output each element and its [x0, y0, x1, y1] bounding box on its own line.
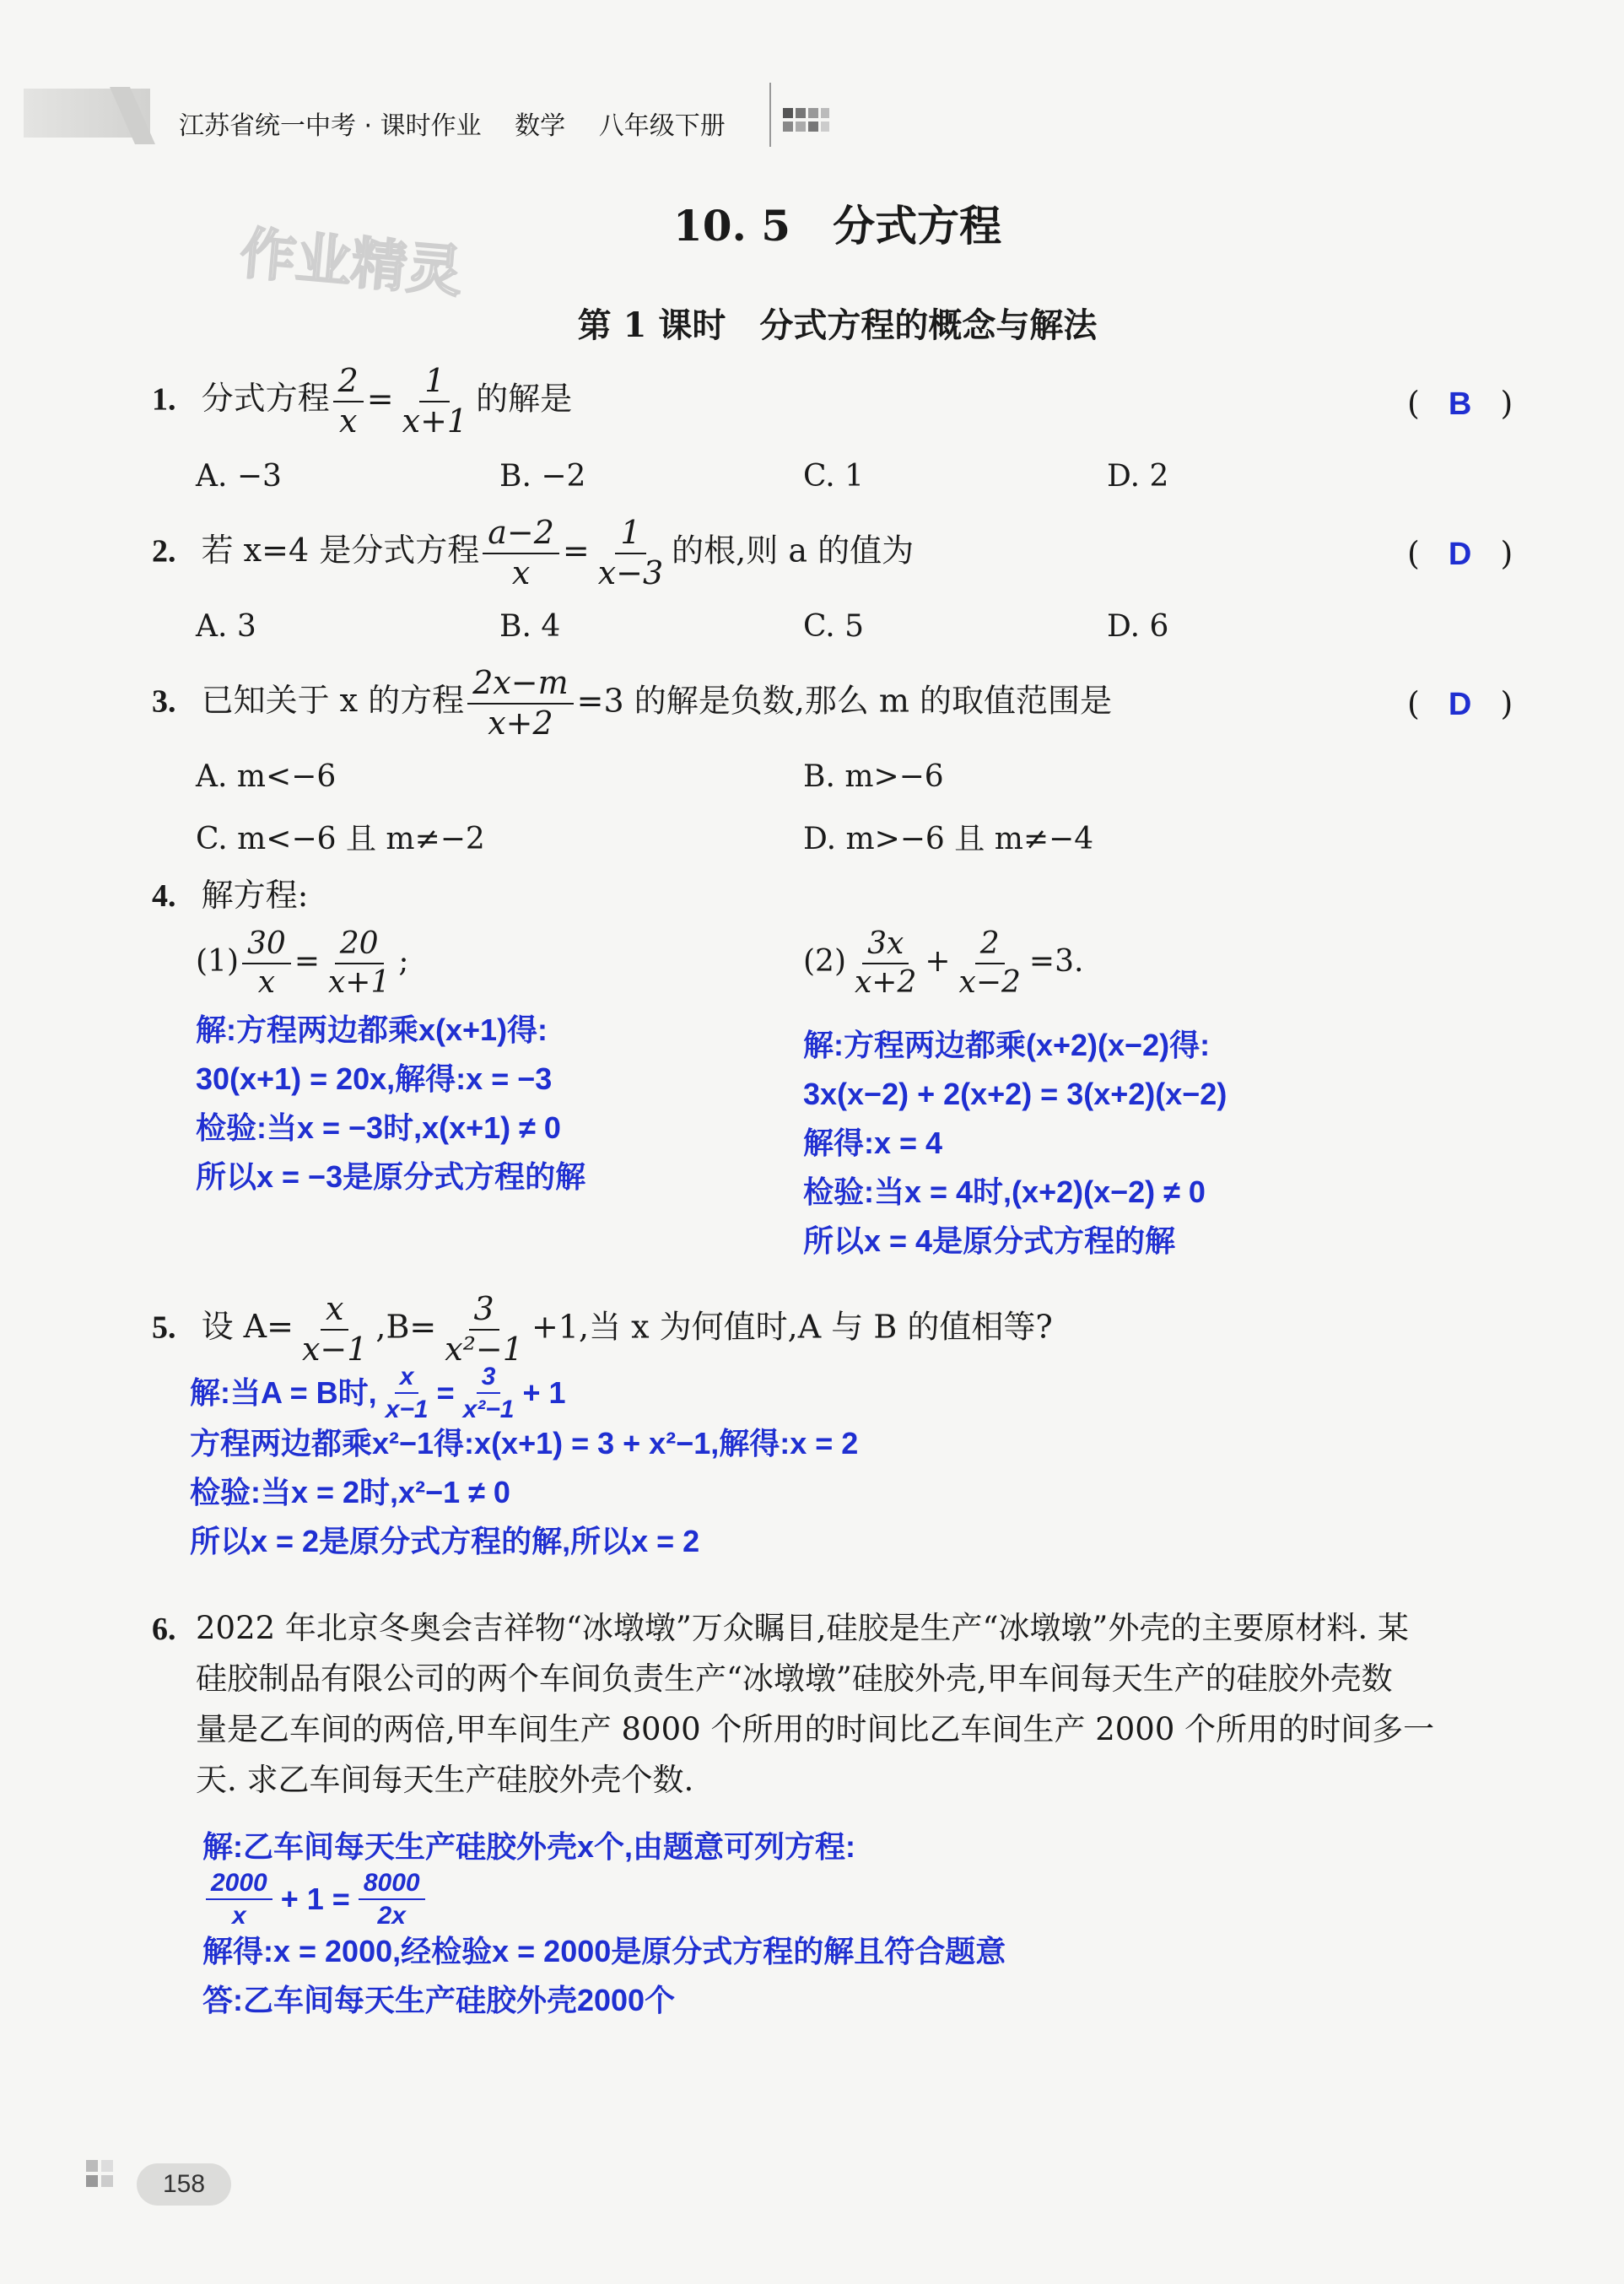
- q1-stem: [152, 364, 572, 439]
- q1-answer-letter: B: [1448, 386, 1472, 422]
- q4-part2-label: (2): [803, 943, 846, 979]
- q6-sol-frac1-den: x: [232, 1902, 246, 1930]
- q5-number: 5.: [152, 1309, 176, 1346]
- q3-frac1-num: 2x−m: [467, 667, 573, 705]
- q1-frac2-den: x+1: [402, 402, 468, 440]
- q1-frac2-num: 1: [419, 364, 450, 402]
- q1-bracket-open: (: [1407, 385, 1420, 422]
- q3-frac1: [467, 664, 573, 742]
- q4-sol1-line: 解:方程两边都乘x(x+1)得:: [196, 1012, 548, 1047]
- q4-part1-frac1-num: 30: [242, 928, 291, 964]
- q2-frac1-den: x: [511, 553, 531, 591]
- q2-bracket-close: ): [1500, 535, 1513, 572]
- q6-sol-line4: 答:乙车间每天生产硅胶外壳2000个: [202, 1983, 676, 2017]
- q2-frac1: [483, 516, 559, 591]
- page-number: 158: [162, 2170, 206, 2198]
- q5-frac-b-num: 3: [469, 1293, 499, 1331]
- q6-sol-line1: 解:乙车间每天生产硅胶外壳x个,由题意可列方程:: [202, 1829, 856, 1864]
- q5-mid: ,B=: [375, 1308, 437, 1346]
- q2-frac2-num: 1: [615, 516, 645, 554]
- q4-part1-frac2: [323, 928, 395, 999]
- q4-sol2-line: 检验:当x = 4时,(x+2)(x−2) ≠ 0: [803, 1174, 1206, 1209]
- q5-frac-b: [440, 1290, 528, 1368]
- header-grade: 八年级下册: [598, 111, 726, 141]
- q2-answer-letter: D: [1448, 537, 1472, 572]
- header-divider: [769, 83, 771, 147]
- q2-answer: [1407, 535, 1513, 573]
- q3-answer: [1407, 685, 1513, 723]
- q4-part2-frac2-num: 2: [975, 928, 1005, 964]
- q5-sol-eq: =: [436, 1375, 455, 1410]
- q1-post: 的解是: [476, 380, 573, 418]
- q6-number: [152, 1610, 176, 1648]
- q1-number: 1.: [152, 381, 176, 418]
- q4-stem: [152, 869, 308, 915]
- q5-sol-frac2-den: x²−1: [462, 1396, 515, 1423]
- q4-part2-frac2-den: x−2: [958, 964, 1021, 1000]
- q5-frac-a: [297, 1290, 372, 1368]
- q1-frac1-num: 2: [333, 364, 364, 402]
- q4-part1-label: (1): [196, 943, 239, 979]
- header-slash: [101, 80, 160, 148]
- q5-sol-frac1-num: x: [395, 1363, 419, 1395]
- q4-part2-frac1-num: 3x: [862, 928, 909, 964]
- q2-eq: =: [562, 532, 590, 570]
- q4-part1: [196, 928, 409, 999]
- q6-sol-frac1: [206, 1870, 272, 1930]
- q5-sol-frac2: [458, 1363, 520, 1423]
- q6-sol-line3: 解得:x = 2000,经检验x = 2000是原分式方程的解且符合题意: [202, 1934, 1006, 1968]
- q1-eq: =: [366, 380, 394, 418]
- header-grid-shape: [783, 108, 830, 137]
- q6-stem: [196, 1603, 1434, 1806]
- q3-option-a: A. m<−6: [196, 759, 337, 794]
- q4-sol2-line: 所以x = 4是原分式方程的解: [803, 1223, 1176, 1258]
- q5-sol-frac1-den: x−1: [385, 1396, 429, 1423]
- q4-part1-end: ;: [398, 943, 409, 979]
- q1-bracket-close: ): [1500, 385, 1513, 422]
- q1-answer: [1407, 385, 1513, 423]
- footer-grid-icon: [86, 2160, 128, 2200]
- q4-part2-frac1: [850, 928, 921, 999]
- q5-post: +1,当 x 为何值时,A 与 B 的值相等?: [531, 1308, 1053, 1346]
- q3-option-b: B. m>−6: [803, 759, 944, 794]
- q2-option-b: B. 4: [499, 609, 561, 644]
- q5-pre: 设 A=: [201, 1308, 294, 1346]
- q5-solution: [190, 1362, 859, 1566]
- header-grid-icon: [783, 108, 830, 140]
- q4-number: 4.: [152, 878, 176, 914]
- q3-bracket-open: (: [1407, 685, 1420, 722]
- header-series: [179, 105, 726, 142]
- q5-sol-line1-pre: 解:当A = B时,: [190, 1375, 377, 1410]
- lesson-title: 第 1 课时 分式方程的概念与解法: [577, 305, 1098, 345]
- q2-bracket-open: (: [1407, 535, 1420, 572]
- header-slash-shape: [101, 80, 160, 148]
- q4-part2-plus: +: [925, 943, 951, 979]
- q4-solution-1: [196, 1006, 585, 1201]
- q1-option-d: D. 2: [1107, 459, 1169, 494]
- q5-sol-line: 检验:当x = 2时,x²−1 ≠ 0: [190, 1475, 510, 1509]
- q5-sol-post: + 1: [522, 1375, 566, 1410]
- q6-stem-line: 2022 年北京冬奥会吉祥物“冰墩墩”万众瞩目,硅胶是生产“冰墩墩”外壳的主要原材料. 某: [196, 1610, 1409, 1646]
- page-number-pill: [137, 2163, 231, 2206]
- q2-number: 2.: [152, 533, 176, 570]
- q4-part2-frac1-den: x+2: [855, 964, 917, 1000]
- q2-post: 的根,则 a 的值为: [672, 532, 915, 570]
- q3-bracket-close: ): [1500, 685, 1513, 722]
- q5-frac-a-den: x−1: [301, 1330, 368, 1368]
- section-title: 10. 5 分式方程: [672, 201, 1002, 251]
- header-series-text: 江苏省统一中考 · 课时作业: [179, 111, 482, 141]
- header-subject: 数学: [515, 111, 566, 141]
- q2-stem: [152, 516, 914, 591]
- q3-post: =3 的解是负数,那么 m 的取值范围是: [576, 682, 1113, 720]
- q4-part1-frac2-num: 20: [335, 928, 384, 964]
- q5-sol-line1: [190, 1362, 858, 1423]
- footer-grid-shape: [86, 2160, 128, 2197]
- q5-sol-frac1: [380, 1363, 434, 1423]
- q4-sol2-line: 解:方程两边都乘(x+2)(x−2)得:: [803, 1028, 1211, 1062]
- q3-pre: 已知关于 x 的方程: [201, 682, 465, 720]
- q1-frac1-den: x: [338, 402, 358, 440]
- q4-solution-2: [803, 1021, 1227, 1266]
- watermark: 作业精灵: [237, 220, 466, 305]
- q2-option-c: C. 5: [803, 609, 865, 644]
- q3-stem: [152, 664, 1113, 742]
- q3-option-c: C. m<−6 且 m≠−2: [196, 822, 485, 856]
- q1-pre: 分式方程: [201, 380, 330, 418]
- q6-sol-frac2: [359, 1870, 425, 1930]
- q2-frac2: [593, 516, 668, 591]
- q1-frac1: [333, 364, 364, 439]
- q6-stem-line: 硅胶制品有限公司的两个车间负责生产“冰墩墩”硅胶外壳,甲车间每天生产的硅胶外壳数: [196, 1660, 1393, 1697]
- q3-option-d: D. m>−6 且 m≠−4: [803, 822, 1094, 856]
- q4-sol2-line: 解得:x = 4: [803, 1126, 943, 1160]
- q1-option-a: A. −3: [196, 459, 282, 494]
- q5-sol-line: 方程两边都乘x²−1得:x(x+1) = 3 + x²−1,解得:x = 2: [190, 1426, 859, 1461]
- q6-sol-frac2-num: 8000: [359, 1870, 425, 1901]
- q5-frac-b-den: x²−1: [445, 1330, 523, 1368]
- q5-sol-frac2-num: 3: [477, 1363, 501, 1395]
- q1-frac2: [397, 364, 472, 439]
- q3-number: 3.: [152, 683, 176, 720]
- q1-option-c: C. 1: [803, 459, 865, 494]
- q6-sol-plus: + 1 =: [280, 1882, 350, 1916]
- q5-stem: [152, 1290, 1053, 1368]
- q4-sol1-line: 所以x = −3是原分式方程的解: [196, 1159, 586, 1194]
- q5-sol-line: 所以x = 2是原分式方程的解,所以x = 2: [190, 1524, 700, 1558]
- q4-part2: [803, 928, 1083, 999]
- q6-sol-frac1-num: 2000: [206, 1870, 272, 1901]
- q4-text: 解方程:: [201, 877, 309, 914]
- q4-part1-frac1-den: x: [257, 964, 276, 1000]
- q6-sol-frac2-den: 2x: [377, 1902, 406, 1930]
- q4-sol2-line: 3x(x−2) + 2(x+2) = 3(x+2)(x−2): [803, 1077, 1227, 1111]
- q3-answer-letter: D: [1448, 687, 1472, 722]
- q2-option-a: A. 3: [196, 609, 256, 644]
- q4-part1-eq: =: [294, 943, 320, 979]
- q4-part1-frac1: [242, 928, 291, 999]
- q3-frac1-den: x+2: [488, 704, 553, 742]
- q2-frac1-num: a−2: [483, 516, 559, 554]
- q5-frac-a-num: x: [321, 1293, 348, 1331]
- q2-frac2-den: x−3: [597, 553, 664, 591]
- q4-part1-frac2-den: x+1: [327, 964, 391, 1000]
- q4-part2-frac2: [954, 928, 1026, 999]
- q2-pre: 若 x=4 是分式方程: [201, 532, 480, 570]
- q4-part2-end: =3.: [1028, 943, 1084, 979]
- q4-sol1-line: 30(x+1) = 20x,解得:x = −3: [196, 1061, 553, 1096]
- q4-sol1-line: 检验:当x = −3时,x(x+1) ≠ 0: [196, 1110, 561, 1145]
- q1-option-b: B. −2: [499, 459, 586, 494]
- q6-stem-line: 天. 求乙车间每天生产硅胶外壳个数.: [196, 1762, 694, 1798]
- q6-stem-line: 量是乙车间的两倍,甲车间生产 8000 个所用的时间比乙车间生产 2000 个所用的时间多一: [196, 1711, 1435, 1747]
- q6-number-text: 6.: [152, 1612, 176, 1647]
- q2-option-d: D. 6: [1107, 609, 1169, 644]
- q6-solution: [202, 1822, 1006, 2025]
- q6-sol-equation: [202, 1868, 1006, 1930]
